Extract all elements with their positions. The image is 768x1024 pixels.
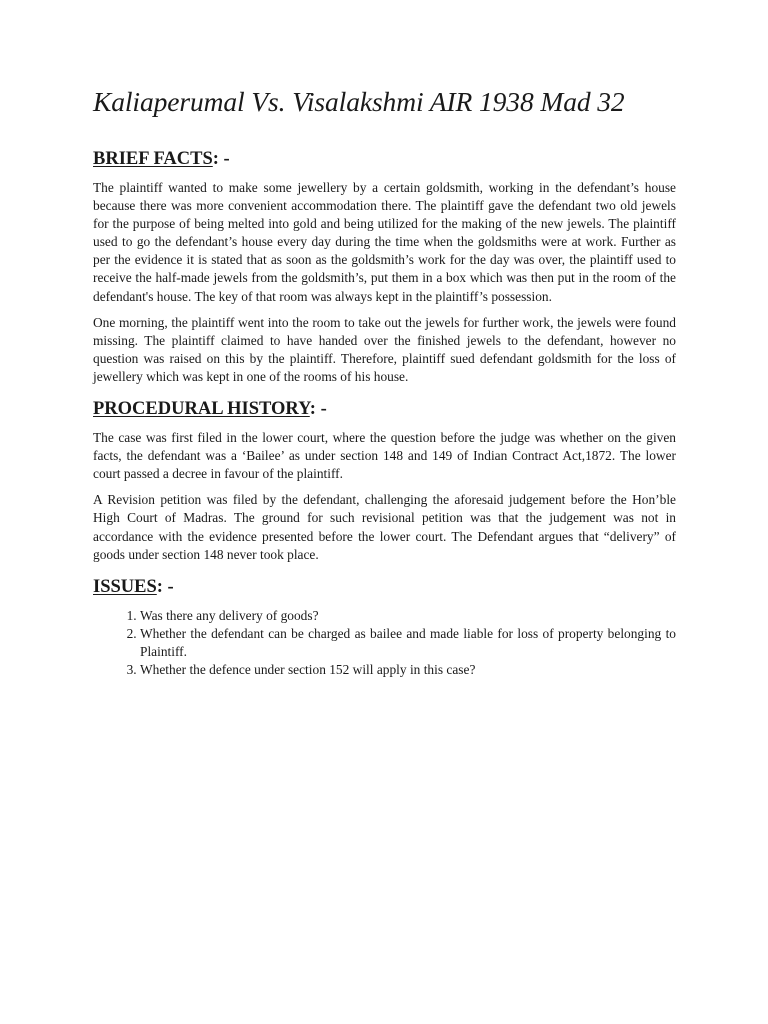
- brief-facts-paragraph-1: The plaintiff wanted to make some jewellery by a certain goldsmith, working in the defendant’s house because there was more convenient accommodation there. The plaintiff gave the defendant two old jewels for the purpose of being melted into gold and being utilized for the making of the new jewels. The plaintiff used to go the defendant’s house every day during the time when the goldsmiths were at work. Further as per the evidence it is stated that as soon as the goldsmith’s work for the day was over, the plaintiff used to receive the half-made jewels from the goldsmith’s, put them in a box which was then put in the room of the defendant's house. The key of that room was always kept in the plaintiff’s possession.: [93, 180, 676, 304]
- issues-section: [93, 576, 676, 679]
- issue-item-1: 1. Was there any delivery of goods?: [140, 607, 676, 625]
- brief-facts-paragraph-2: One morning, the plaintiff went into the room to take out the jewels for further work, the jewels were found missing. The plaintiff claimed to have handed over the finished jewels to the defendant, however no question was raised on this by the plaintiff. Therefore, plaintiff sued defendant goldsmith for the loss of jewellery which was kept in one of the rooms of his house.: [93, 314, 676, 384]
- issue-item-3: 3. Whether the defence under section 152 will apply in this case?: [140, 661, 676, 679]
- section-heading-brief-facts: [93, 148, 676, 170]
- issues-list: [93, 607, 676, 679]
- procedural-history-heading-text: PROCEDURAL HISTORY: [93, 399, 310, 420]
- document-title: Kaliaperumal Vs. Visalakshmi AIR 1938 Mad 32: [93, 86, 625, 117]
- issue-item-2: 2. Whether the defendant can be charged as bailee and made liable for loss of property belonging to Plaintiff.: [140, 625, 676, 661]
- procedural-history-section: [93, 398, 676, 564]
- procedural-history-paragraph-1: The case was first filed in the lower court, where the question before the judge was whether on the given facts, the defendant was a ‘Bailee’ as under section 148 and 149 of Indian Contract Act,1872. The lower court passed a decree in favour of the plaintiff.: [93, 430, 676, 482]
- brief-facts-heading-suffix: : -: [212, 149, 230, 169]
- procedural-history-heading-suffix: : -: [309, 399, 327, 420]
- section-heading-issues: [93, 576, 676, 598]
- section-heading-procedural-history: [93, 398, 676, 420]
- brief-facts-section: [93, 148, 676, 386]
- issues-heading-text: ISSUES: [93, 576, 157, 597]
- issues-heading-suffix: : -: [156, 576, 174, 597]
- brief-facts-heading-text: BRIEF FACTS: [93, 149, 213, 169]
- procedural-history-paragraph-2: A Revision petition was filed by the defendant, challenging the aforesaid judgement before the Hon’ble High Court of Madras. The ground for such revisional petition was that the judgement was not in accordance with the evidence presented before the lower court. The Defendant argues that “delivery” of goods under section 148 never took place.: [93, 492, 676, 562]
